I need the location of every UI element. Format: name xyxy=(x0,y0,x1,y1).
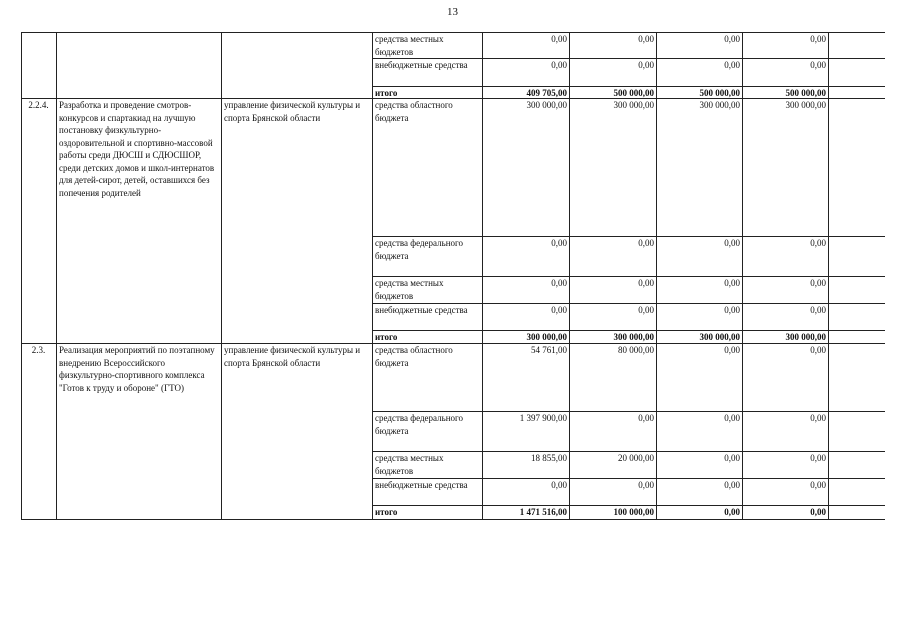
total-value: 0,00 xyxy=(810,507,826,517)
item-number: 2.2.4. xyxy=(28,100,49,110)
total-value: 300 000,00 xyxy=(526,332,567,342)
total-value: 500 000,00 xyxy=(785,88,826,98)
value-cell: 0,00 xyxy=(810,278,826,288)
source-cell: средства местных бюджетов xyxy=(375,34,444,57)
value-cell: 1 397 900,00 xyxy=(519,413,567,423)
total-value: 300 000,00 xyxy=(785,332,826,342)
value-cell: 0,00 xyxy=(810,453,826,463)
source-cell: средства федерального бюджета xyxy=(375,413,463,436)
total-value: 100 000,00 xyxy=(613,507,654,517)
value-cell: 0,00 xyxy=(551,278,567,288)
total-value: 500 000,00 xyxy=(699,88,740,98)
value-cell: 0,00 xyxy=(638,34,654,44)
total-label: итого xyxy=(375,507,398,517)
value-cell: 0,00 xyxy=(724,34,740,44)
value-cell: 20 000,00 xyxy=(618,453,654,463)
source-cell: средства местных бюджетов xyxy=(375,453,444,476)
total-value: 1 471 516,00 xyxy=(519,507,567,517)
value-cell: 0,00 xyxy=(810,480,826,490)
value-cell: 0,00 xyxy=(638,305,654,315)
total-value: 409 705,00 xyxy=(526,88,567,98)
source-cell: средства областного бюджета xyxy=(375,345,453,368)
total-label: итого xyxy=(375,88,398,98)
value-cell: 0,00 xyxy=(638,238,654,248)
source-cell: внебюджетные средства xyxy=(375,480,468,490)
value-cell: 0,00 xyxy=(810,34,826,44)
value-cell: 0,00 xyxy=(551,480,567,490)
source-cell: средства областного бюджета xyxy=(375,100,453,123)
value-cell: 300 000,00 xyxy=(699,100,740,110)
value-cell: 0,00 xyxy=(810,305,826,315)
total-label: итого xyxy=(375,332,398,342)
value-cell: 300 000,00 xyxy=(785,100,826,110)
value-cell: 0,00 xyxy=(724,413,740,423)
value-cell: 0,00 xyxy=(724,238,740,248)
value-cell: 0,00 xyxy=(638,480,654,490)
value-cell: 0,00 xyxy=(724,60,740,70)
value-cell: 0,00 xyxy=(724,278,740,288)
value-cell: 0,00 xyxy=(638,413,654,423)
total-value: 0,00 xyxy=(724,507,740,517)
value-cell: 18 855,00 xyxy=(531,453,567,463)
value-cell: 54 761,00 xyxy=(531,345,567,355)
value-cell: 0,00 xyxy=(724,480,740,490)
item-executor: управление физической культуры и спорта Брянской области xyxy=(224,100,361,123)
source-cell: внебюджетные средства xyxy=(375,60,468,70)
item-name: Разработка и проведение смотров-конкурсов и спартакиад на лучшую постановку физкультурно-оздоровительной и спортивно-массовой работы среди ДЮСШ и СДЮСШОР, среди детских домов и школ-интернатов для детей-сирот, детей, оставшихся без попечения родителей xyxy=(59,100,215,198)
value-cell: 0,00 xyxy=(724,453,740,463)
total-value: 500 000,00 xyxy=(613,88,654,98)
value-cell: 300 000,00 xyxy=(613,100,654,110)
item-name: Реализация мероприятий по поэтапному внедрению Всероссийского физкультурно-спортивного комплекса "Готов к труду и обороне" (ГТО) xyxy=(59,345,215,393)
value-cell: 0,00 xyxy=(810,238,826,248)
value-cell: 80 000,00 xyxy=(618,345,654,355)
value-cell: 0,00 xyxy=(810,60,826,70)
total-value: 300 000,00 xyxy=(613,332,654,342)
value-cell: 0,00 xyxy=(551,34,567,44)
value-cell: 0,00 xyxy=(810,345,826,355)
source-cell: средства местных бюджетов xyxy=(375,278,444,301)
value-cell: 0,00 xyxy=(810,413,826,423)
value-cell: 0,00 xyxy=(724,305,740,315)
item-number: 2.3. xyxy=(31,345,46,355)
value-cell: 0,00 xyxy=(551,60,567,70)
value-cell: 300 000,00 xyxy=(526,100,567,110)
page-number: 13 xyxy=(447,6,458,18)
source-cell: внебюджетные средства xyxy=(375,305,468,315)
item-executor: управление физической культуры и спорта Брянской области xyxy=(224,345,361,368)
source-cell: средства федерального бюджета xyxy=(375,238,463,261)
value-cell: 0,00 xyxy=(638,278,654,288)
total-value: 300 000,00 xyxy=(699,332,740,342)
value-cell: 0,00 xyxy=(638,60,654,70)
value-cell: 0,00 xyxy=(551,238,567,248)
value-cell: 0,00 xyxy=(551,305,567,315)
value-cell: 0,00 xyxy=(724,345,740,355)
